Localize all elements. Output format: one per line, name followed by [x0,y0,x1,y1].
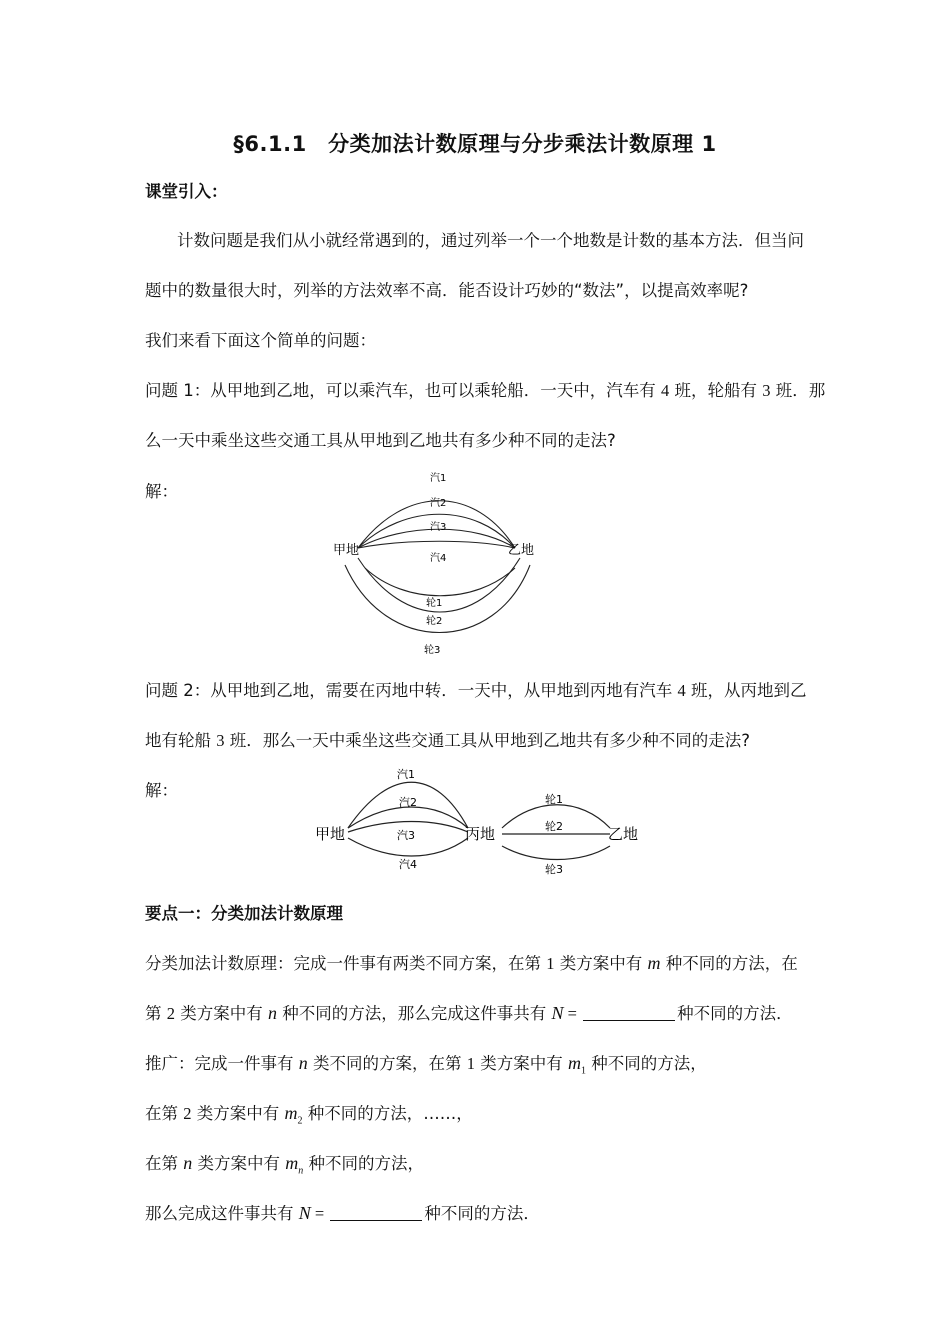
node-yi: 乙地 [508,543,535,558]
bus-count: 4 [661,381,670,400]
intro-paragraph-line-1: 计数问题是我们从小就经常遇到的，通过列举一个一个地数是计数的基本方法．但当问 [177,231,804,250]
answer-blank[interactable] [583,1004,675,1021]
question-2-solution-label: 解： [145,781,178,800]
label-bus-3: 汽3 [397,829,415,842]
ship-count: 3 [216,731,225,750]
label-ship-1: 轮1 [545,793,563,806]
answer-blank[interactable] [330,1204,422,1221]
page-title: §6.1.1 分类加法计数原理与分步乘法计数原理 1 [233,132,717,156]
node-jia: 甲地 [315,825,346,843]
route-bus-4-curve [358,541,515,548]
principle-line-2: 第 2 类方案中有 n 种不同的方法，那么完成这件事共有 N = 种不同的方法． [145,1003,793,1023]
label-bus-4: 汽4 [399,858,417,871]
intro-paragraph-line-3: 我们来看下面这个简单的问题： [145,331,376,350]
label-bus-3: 汽3 [430,522,447,533]
ship-count: 3 [762,381,771,400]
question-1-line-1: 问题 1：从甲地到乙地，可以乘汽车，也可以乘轮船．一天中，汽车有 4 班，轮船有 3 班．那 [145,381,826,400]
question-1-label: 问题 1： [145,381,211,400]
question-2-line-2: 地有轮船 3 班．那么一天中乘坐这些交通工具从甲地到乙地共有多少种不同的走法? [145,731,751,750]
question-2-line-1: 问题 2：从甲地到乙地，需要在丙地中转．一天中，从甲地到丙地有汽车 4 班，从丙地到乙 [145,681,807,700]
route-bus-2-curve [348,807,468,828]
point-1-heading: 要点一：分类加法计数原理 [145,904,343,923]
label-ship-1: 轮1 [426,598,443,609]
label-bus-1: 汽1 [397,768,415,781]
label-bus-4: 汽4 [430,553,447,564]
node-yi: 乙地 [608,825,639,843]
var-m: m [647,953,661,973]
question-2-label: 问题 2： [145,681,211,700]
diagram-routes-transfer [310,762,650,882]
generalization-line-3: 在第 n 类方案中有 $m_n$ 种不同的方法， [145,1153,424,1177]
intro-paragraph-line-2: 题中的数量很大时，列举的方法效率不高．能否设计巧妙的“数法”，以提高效率呢? [145,281,749,300]
label-bus-1: 汽1 [430,473,447,484]
question-1-solution-label: 解： [145,482,178,501]
generalization-line-4: 那么完成这件事共有 N = 种不同的方法． [145,1203,540,1223]
intro-heading: 课堂引入： [145,182,228,201]
label-ship-3: 轮3 [424,645,441,656]
label-ship-2: 轮2 [426,616,443,627]
route-ship-3-curve [502,846,610,860]
principle-line-1: 分类加法计数原理：完成一件事有两类不同方案，在第 1 类方案中有 m 种不同的方法，在 [145,953,798,973]
var-N: N [551,1003,564,1023]
label-ship-3: 轮3 [545,863,563,876]
generalization-line-1: 推广：完成一件事有 n 类不同的方案，在第 1 类方案中有 $m_1$ 种不同的方法， [145,1053,707,1077]
diagram-routes-parallel [325,465,555,660]
generalization-line-2: 在第 2 类方案中有 $m_2$ 种不同的方法，……， [145,1103,473,1127]
question-1-line-2: 么一天中乘坐这些交通工具从甲地到乙地共有多少种不同的走法? [145,431,616,450]
var-n: n [268,1003,277,1023]
node-jia: 甲地 [333,543,360,558]
label-bus-2: 汽2 [399,796,417,809]
label-bus-2: 汽2 [430,498,447,509]
bus-count: 4 [677,681,686,700]
node-bing: 丙地 [465,825,496,843]
label-ship-2: 轮2 [545,820,563,833]
